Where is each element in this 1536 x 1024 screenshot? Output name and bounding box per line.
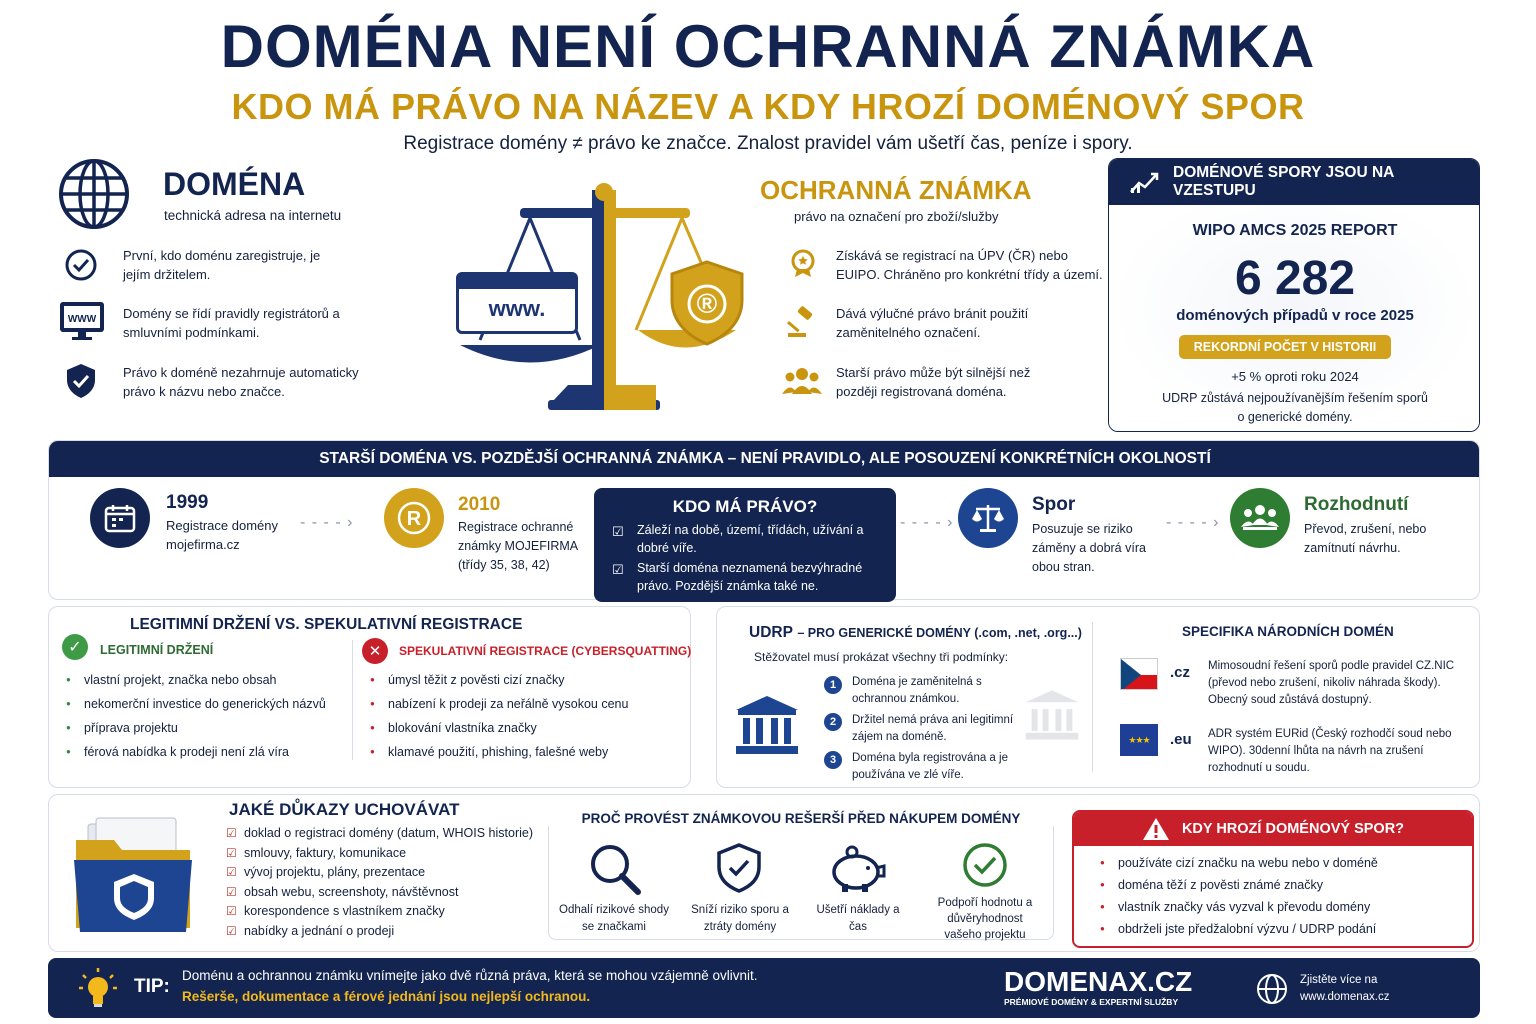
trend-up-icon [1129,170,1161,194]
risk-title: KDY HROZÍ DOMÉNOVÝ SPOR? [1181,821,1405,837]
registered-shield-icon [668,260,746,346]
czech-flag-icon [1120,658,1158,690]
shield-check-icon [64,362,98,400]
trademark-point-2: Dává výlučné právo bránit použití zaměnitelného označení. [836,306,1029,340]
search-item-1: Odhalí rizikové shody se značkami [559,904,669,933]
udrp-title-rest: – PRO GENERICKÉ DOMÉNY (.com, .net, .org...) [797,626,1082,640]
who-title: KDO MÁ PRÁVO? [672,497,818,516]
folder-shield-icon [70,810,198,938]
tip-line-1: Doménu a ochrannou známku vnímejte jako dvě různá práva, která se mohou vzájemně ovlivnit. [182,968,758,983]
award-badge-icon [788,248,818,278]
cz-tld: .cz [1170,664,1191,681]
eu-text: ADR systém EURid (Český rozhodčí soud nebo WIPO). 30denní lhůta na návrh na zrušení rozhodnutí u soudu. [1208,728,1452,774]
stats-report: WIPO AMCS 2025 REPORT [1192,222,1398,239]
registered-circle-icon [384,488,444,548]
stats-growth: +5 % oproti roku 2024 [1231,369,1359,384]
check-icon: ☑ [612,524,624,539]
stats-number: 6 282 [1234,252,1356,305]
udrp-title [749,624,1082,642]
monitor-www-icon [58,300,106,342]
page-subtitle: KDO MÁ PRÁVO NA NÁZEV A KDY HROZÍ DOMÉNOVÝ SPOR [231,86,1305,127]
who-point-2: Starší doména neznamená bezvýhradné právo. Pozdější známka také ne. [637,561,863,593]
gavel-icon [786,306,818,338]
number-badge: 2 [824,713,842,731]
close-red-icon: ✕ [362,638,388,664]
tip-line-2: Rešerše, dokumentace a férové jednání jsou nejlepší ochranou. [182,989,591,1004]
risk-list [1098,852,1472,940]
udrp-condition-3: Doména byla registrována a je používána ve zlé víře. [852,752,1008,781]
spec-list [368,668,668,764]
search-item-4: Podpoří hodnotu a důvěryhodnost vašeho projektu [937,897,1033,941]
check-green-icon: ✓ [62,634,88,660]
website-link[interactable]: www.domenax.cz [1300,991,1390,1003]
list-item: ☑ doklad o registraci domény (datum, WHOIS historie) [226,824,546,844]
step1-text: Registrace domény mojefirma.cz [166,518,278,552]
cz-text: Mimosoudní řešení sporů podle pravidel CZ.NIC (převod nebo zrušení, nikoliv náhrada škody). Obecný soud zůstává dostupný. [1208,660,1455,706]
globe-icon [58,158,130,230]
trademark-title: OCHRANNÁ ZNÁMKA [760,175,1032,205]
list-item: ☑ obsah webu, screenshoty, návštěvnost [226,883,546,903]
list-item: ● klamavé použití, phishing, falešné weby [368,740,668,764]
who-has-right-box [594,488,896,602]
list-item: ● používáte cizí značku na webu nebo v doméně [1098,852,1472,874]
stats-header: DOMÉNOVÉ SPORY JSOU NA VZESTUPU [1173,164,1394,199]
svg-text:R: R [406,508,422,530]
shield-check-icon [716,842,762,894]
globe-icon [1256,973,1288,1005]
list-item: ● vlastní projekt, značka nebo obsah [64,668,354,692]
step3-text: Posuzuje se riziko záměny a dobrá víra obou stran. [1032,522,1146,574]
search-title: PROČ PROVÉST ZNÁMKOVOU REŠERŠÍ PŘED NÁKUPEM DOMÉNY [548,811,1054,826]
brand-logo[interactable]: DOMENAX.CZ [1004,966,1193,997]
divider [352,640,353,760]
list-item: ● obdrželi jste předžalobní výzvu / UDRP podání [1098,918,1472,940]
stats-note: UDRP zůstává nejpoužívanějším řešením sporů o generické domény. [1162,391,1428,424]
eu-flag-icon: ★★★ [1120,724,1158,756]
list-item: ● férová nabídka k prodeji není zlá víra [64,740,354,764]
spec-label: SPEKULATIVNÍ REGISTRACE (CYBERSQUATTING) [399,644,692,658]
arrow-right-icon: - - - - › [300,514,354,531]
who-point-1: Záleží na době, území, třídách, užívání a dobré víře. [637,523,864,555]
stats-number-label: doménových případů v roce 2025 [1176,307,1414,324]
udrp-intro: Stěžovatel musí prokázat všechny tři podmínky: [754,650,1009,664]
list-item: ● vlastník značky vás vyzval k převodu domény [1098,896,1472,918]
court-building-icon [734,694,800,756]
udrp-condition-1: Doména je zaměnitelná s ochrannou známkou. [852,676,982,705]
step2-title: 2010 [458,494,501,515]
lightbulb-icon [78,966,118,1010]
trademark-point-3: Starší právo může být silnější než později registrovaná doména. [836,365,1031,399]
trademark-point-1: Získává se registrací na ÚPV (ČR) nebo EUIPO. Chráněno pro konkrétní třídy a území. [836,248,1103,282]
divider [1092,622,1093,772]
list-item: ● úmysl těžit z pověsti cizí značky [368,668,668,692]
svg-text:WWW: WWW [67,314,97,325]
step4-text: Převod, zrušení, nebo zamítnutí návrhu. [1304,522,1427,555]
list-item: ● příprava projektu [64,716,354,740]
number-badge: 3 [824,751,842,769]
step3-title: Spor [1032,494,1076,515]
list-item: ● nekomerční investice do generických názvů [64,692,354,716]
court-building-icon [1024,688,1080,742]
step2-text: Registrace ochranné známky MOJEFIRMA (třídy 35, 38, 42) [458,520,578,572]
page-title: DOMÉNA NENÍ OCHRANNÁ ZNÁMKA [220,13,1316,80]
eu-tld: .eu [1170,731,1192,748]
evidence-title: JAKÉ DŮKAZY UCHOVÁVAT [229,800,460,819]
legit-title: LEGITIMNÍ DRŽENÍ VS. SPEKULATIVNÍ REGISTRACE [130,616,523,633]
list-item: ● blokování vlastníka značky [368,716,668,740]
www-label: www. [488,296,546,321]
domain-point-3: Právo k doméně nezahrnuje automaticky právo k názvu nebo značce. [123,365,359,399]
list-item: ● nabízení k prodeji za neřálně vysokou cenu [368,692,668,716]
legit-label: LEGITIMNÍ DRŽENÍ [100,643,214,657]
check-icon: ☑ [612,562,624,577]
udrp-condition-2: Držitel nemá práva ani legitimní zájem na doméně. [852,714,1014,743]
national-title: SPECIFIKA NÁRODNÍCH DOMÉN [1182,624,1394,639]
evidence-list [226,824,546,941]
udrp-title-strong: UDRP [749,624,793,641]
list-item: ☑ vývoj projektu, plány, prezentace [226,863,546,883]
scale-icon [958,488,1018,548]
domain-point-1: První, kdo doménu zaregistruje, je jejím držitelem. [123,248,321,282]
magnifier-icon [588,842,642,896]
piggy-bank-icon [828,844,886,894]
list-item: ☑ smlouvy, faktury, komunikace [226,844,546,864]
tip-label: TIP: [134,976,170,997]
calendar-icon [90,488,150,548]
domain-point-2: Domény se řídí pravidly registrátorů a smluvními podmínkami. [123,306,340,340]
more-line-1: Zjistěte více na [1300,974,1378,986]
brand-tagline: PRÉMIOVÉ DOMÉNY & EXPERTNÍ SLUŽBY [1004,997,1179,1007]
warning-icon [1142,817,1170,841]
search-item-2: Sníží riziko sporu a ztráty domény [691,904,789,933]
registered-symbol: ® [696,288,718,319]
domain-subtitle: technická adresa na internetu [164,208,342,223]
record-badge: REKORDNÍ POČET V HISTORII [1179,335,1391,359]
number-badge: 1 [824,676,842,694]
check-circle-green-icon [962,842,1008,888]
page-tagline: Registrace domény ≠ právo ke značce. Znalost pravidel vám ušetří čas, peníze i spory. [403,133,1133,154]
arrow-right-icon: - - - - › [1166,514,1220,531]
list-item: ☑ nabídky a jednání o prodeji [226,922,546,942]
stats-card [1108,158,1480,432]
list-item: ● doména těží z pověsti známé značky [1098,874,1472,896]
legit-list [64,668,354,764]
trademark-subtitle: právo na označení pro zboží/služby [794,209,999,224]
meeting-people-icon [1230,488,1290,548]
list-item: ☑ korespondence s vlastníkem značky [226,902,546,922]
check-circle-icon [64,248,98,282]
step1-title: 1999 [166,492,209,513]
arrow-right-icon: - - - - › [900,514,954,531]
people-group-icon [782,366,822,396]
browser-window-icon [456,272,578,334]
timeline-banner: STARŠÍ DOMÉNA VS. POZDĚJŠÍ OCHRANNÁ ZNÁMKA – NENÍ PRAVIDLO, ALE POSOUZENÍ KONKRÉTNÍCH OKOLNOSTÍ [49,441,1480,477]
search-item-3: Ušetří náklady a čas [816,904,900,933]
domain-title: DOMÉNA [163,166,306,202]
risk-box [1072,810,1474,948]
step4-title: Rozhodnutí [1304,494,1409,515]
